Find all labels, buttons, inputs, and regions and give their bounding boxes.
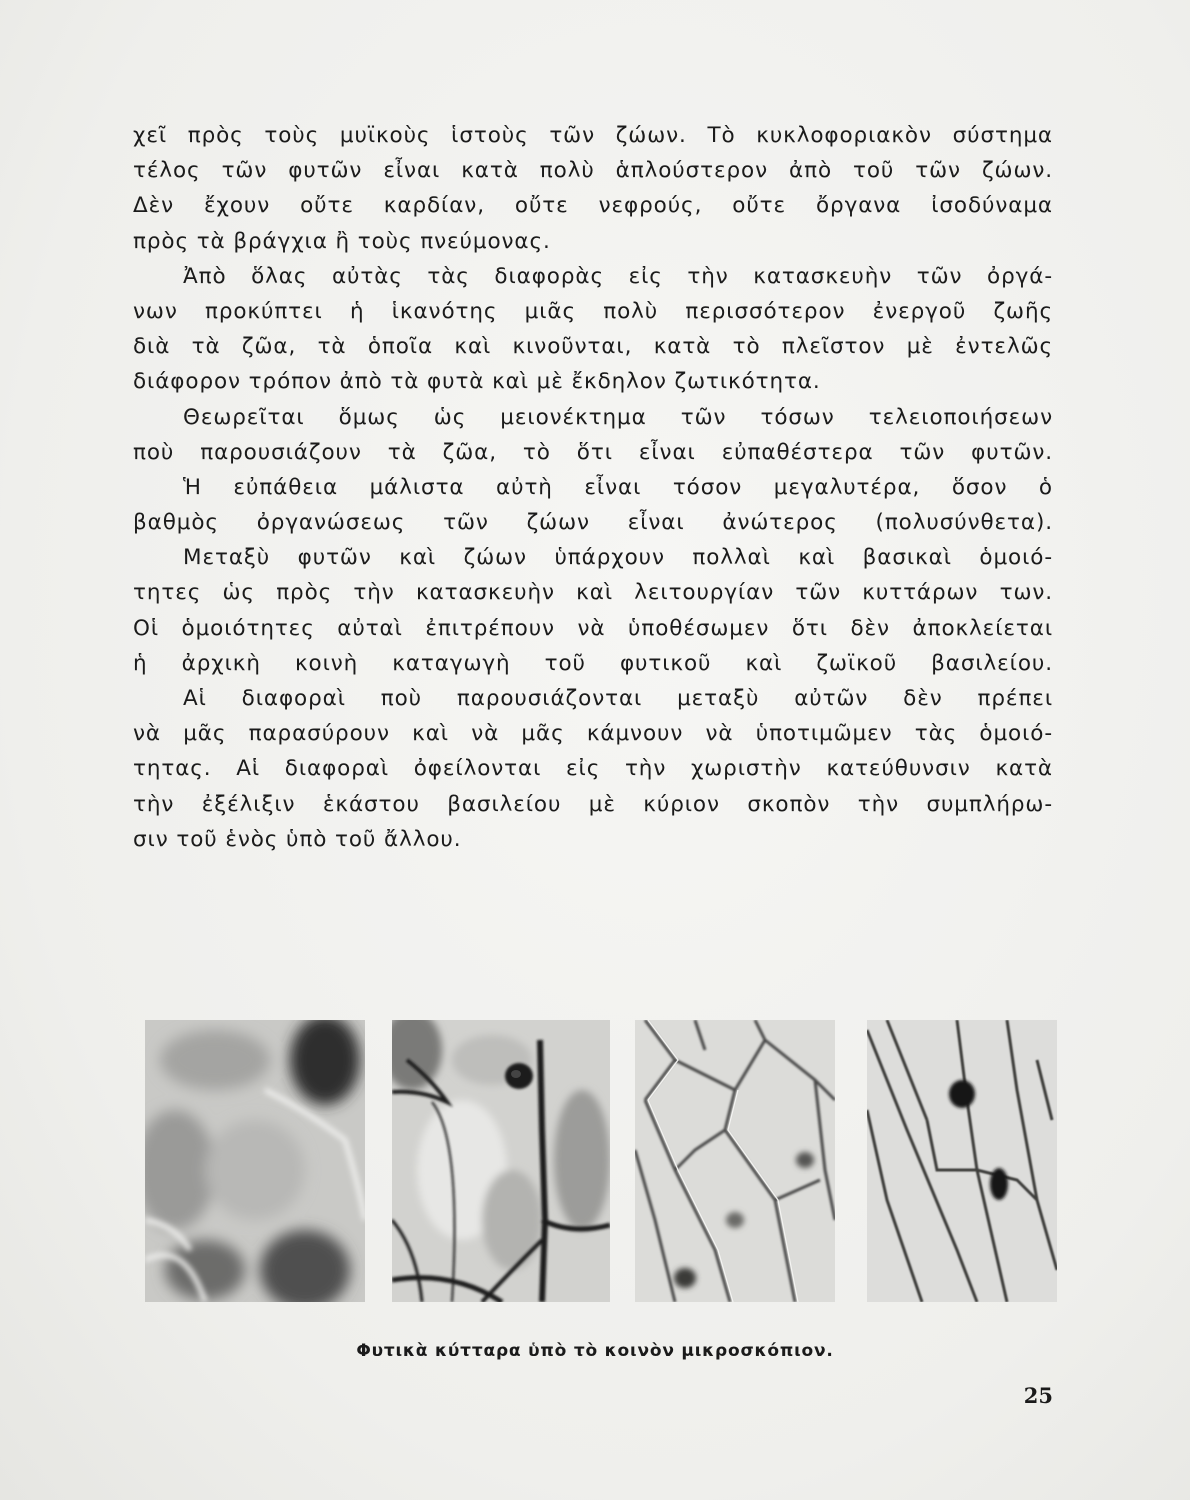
body-text xyxy=(133,118,1053,857)
text-line-20: τὴν ἐξέλιξιν ἑκάστου βασιλείου μὲ κύριον σκοπὸν τὴν συμπλήρω- xyxy=(133,791,1053,817)
text-line-8: διάφορον τρόπον ἀπὸ τὰ φυτὰ καὶ μὲ ἔκδηλον ζωτικότητα. xyxy=(133,369,821,395)
text-line-5: Ἀπὸ ὅλας αὐτὰς τὰς διαφορὰς εἰς τὴν κατασκευὴν τῶν ὀργά- xyxy=(183,263,1053,289)
text-line-9: Θεωρεῖται ὅμως ὡς μειονέκτημα τῶν τόσων τελειοποιήσεων xyxy=(183,404,1053,430)
text-line-10: ποὺ παρουσιάζουν τὰ ζῶα, τὸ ὅτι εἶναι εὐπαθέστερα τῶν φυτῶν. xyxy=(133,439,1053,465)
micrograph-3-image xyxy=(635,1020,835,1302)
text-line-3: Δὲν ἔχουν οὔτε καρδίαν, οὔτε νεφρούς, οὔτε ὄργανα ἰσοδύναμα xyxy=(133,193,1053,219)
micrograph-2-image xyxy=(392,1020,610,1302)
text-line-2: τέλος τῶν φυτῶν εἶναι κατὰ πολὺ ἁπλούστερον ἀπὸ τοῦ τῶν ζώων. xyxy=(133,158,1053,184)
text-line-19: τητας. Αἱ διαφοραὶ ὀφείλονται εἰς τὴν χωριστὴν κατεύθυνσιν κατὰ xyxy=(133,756,1053,782)
text-line-17: Αἱ διαφοραὶ ποὺ παρουσιάζονται μεταξὺ αὐτῶν δὲν πρέπει xyxy=(183,686,1053,711)
micrograph-1-image xyxy=(145,1020,365,1302)
page-number: 25 xyxy=(1023,1383,1053,1408)
text-line-11: Ἡ εὐπάθεια μάλιστα αὐτὴ εἶναι τόσον μεγαλυτέρα, ὅσον ὁ xyxy=(183,474,1053,500)
text-line-15: Οἱ ὁμοιότητες αὐταὶ ἐπιτρέπουν νὰ ὑποθέσωμεν ὅτι δὲν ἀποκλείεται xyxy=(133,615,1053,641)
text-line-7: διὰ τὰ ζῶα, τὰ ὁποῖα καὶ κινοῦνται, κατὰ τὸ πλεῖστον μὲ ἐντελῶς xyxy=(133,334,1053,360)
text-line-12: βαθμὸς ὀργανώσεως τῶν ζώων εἶναι ἀνώτερος (πολυσύνθετα). xyxy=(133,510,1053,536)
micrograph-4-image xyxy=(867,1020,1057,1302)
micrograph-2 xyxy=(392,1020,610,1302)
micrograph-1 xyxy=(145,1020,365,1302)
text-line-6: νων προκύπτει ἡ ἱκανότης μιᾶς πολὺ περισσότερον ἐνεργοῦ ζωῆς xyxy=(133,298,1053,324)
micrograph-4 xyxy=(867,1020,1057,1302)
figure-caption: Φυτικὰ κύτταρα ὑπὸ τὸ κοινὸν μικροσκόπιον. xyxy=(356,1341,834,1361)
text-line-18: νὰ μᾶς παρασύρουν καὶ νὰ μᾶς κάμνουν νὰ ὑποτιμῶμεν τὰς ὁμοιό- xyxy=(133,721,1053,747)
text-line-1: χεῖ πρὸς τοὺς μυϊκοὺς ἱστοὺς τῶν ζώων. Τὸ κυκλοφοριακὸν σύστημα xyxy=(133,123,1053,148)
text-line-16: ἡ ἀρχικὴ κοινὴ καταγωγὴ τοῦ φυτικοῦ καὶ ζωϊκοῦ βασιλείου. xyxy=(133,650,1053,676)
text-line-14: τητες ὡς πρὸς τὴν κατασκευὴν καὶ λειτουργίαν τῶν κυττάρων των. xyxy=(133,580,1053,606)
micrograph-3 xyxy=(635,1020,835,1302)
micrograph-strip xyxy=(145,1020,1057,1302)
text-line-4: πρὸς τὰ βράγχια ἢ τοὺς πνεύμονας. xyxy=(133,228,551,254)
text-line-21: σιν τοῦ ἑνὸς ὑπὸ τοῦ ἄλλου. xyxy=(133,826,462,852)
text-line-13: Μεταξὺ φυτῶν καὶ ζώων ὑπάρχουν πολλαὶ καὶ βασικαὶ ὁμοιό- xyxy=(183,545,1053,571)
